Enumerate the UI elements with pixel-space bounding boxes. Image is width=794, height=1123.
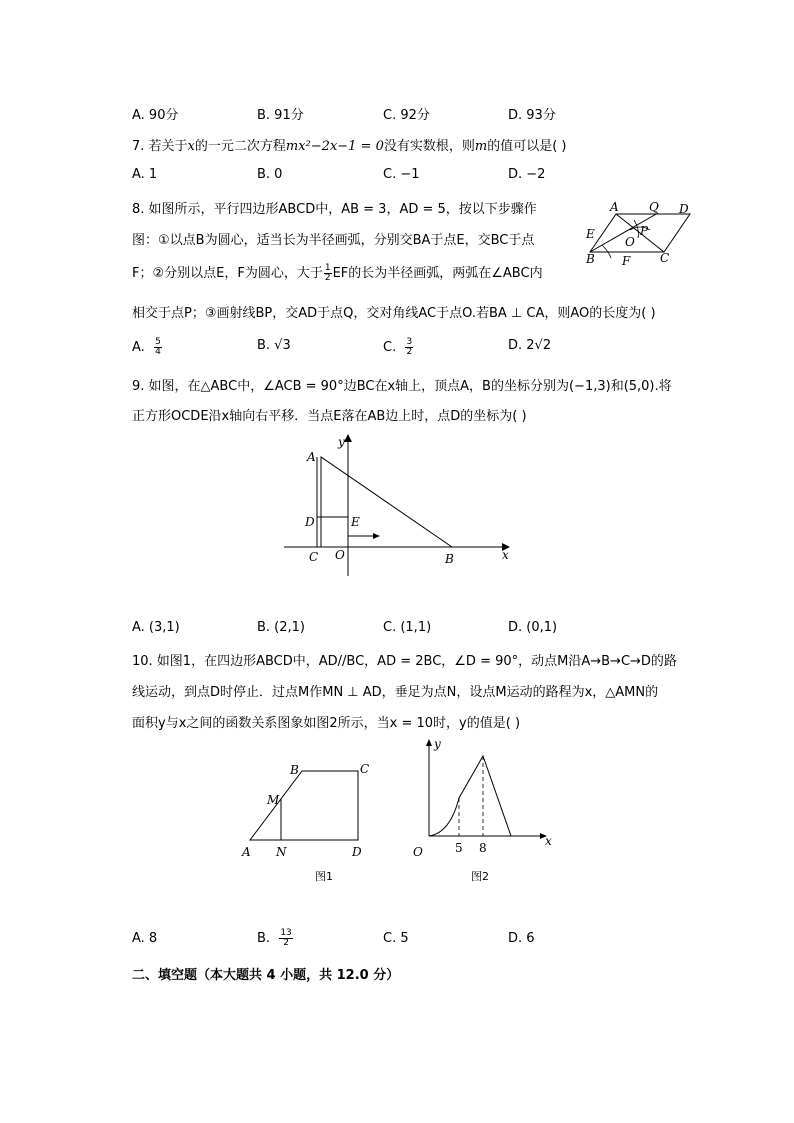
q7-equation: mx²−2x−1 = 0 (285, 139, 384, 154)
q7-var-x: x (187, 139, 195, 154)
q8-half-den: 2 (324, 273, 331, 283)
q8-option-c-num: 3 (406, 337, 413, 347)
q8-option-a (132, 338, 163, 357)
q7-option-b: B. 0 (257, 167, 283, 182)
q8-option-c-den: 2 (406, 347, 413, 357)
section2-heading: 二、填空题（本大题共 4 小题，共 12.0 分） (132, 968, 400, 983)
q8-parallelogram-figure (578, 196, 698, 268)
q8-line2: 图：①以点B为圆心，适当长为半径画弧，分别交BA于点E，交BC于点 (132, 233, 535, 248)
q10-fig2-label-y: y (434, 737, 441, 751)
q9-label-b: B (445, 552, 454, 566)
q10-option-b-label: B. (257, 931, 271, 946)
q6-option-c: C. 92分 (383, 108, 430, 123)
q10-line2: 线运动，到点D时停止．过点M作MN ⊥ AD，垂足为点N，设点M运动的路程为x，△AMN的 (132, 685, 659, 700)
q10-figure1 (236, 754, 376, 889)
q6-option-b: B. 91分 (257, 108, 304, 123)
q10-option-b-den: 2 (283, 938, 289, 948)
q10-fig1-label-m: M (267, 793, 280, 807)
q8-half-num: 1 (324, 263, 331, 273)
q8-half-fraction (324, 264, 332, 283)
q8-label-b: B (586, 252, 595, 266)
q7-stem (132, 135, 567, 154)
q8-label-o: O (625, 235, 635, 249)
q9-label-x: x (502, 548, 509, 562)
q10-fig2-label-o: O (413, 845, 423, 859)
q8-option-a-den: 4 (155, 347, 161, 357)
q9-label-e: E (351, 515, 360, 529)
q9-option-c: C. (1,1) (383, 620, 432, 635)
q10-figure2 (405, 736, 565, 886)
q9-line1: 9. 如图，在△ABC中，∠ACB = 90°边BC在x轴上，顶点A，B的坐标分别为(−1,3)和(5,0).将 (132, 379, 672, 394)
q6-option-a: A. 90分 (132, 108, 179, 123)
q10-fig1-caption: 图1 (315, 870, 333, 883)
q9-option-a: A. (3,1) (132, 620, 180, 635)
q8-line3-b: EF的长为半径画弧，两弧在∠ABC内 (332, 266, 543, 281)
q8-label-p: P (640, 224, 649, 238)
q8-option-a-num: 5 (155, 337, 161, 347)
q9-label-y: y (338, 435, 345, 449)
q8-line3 (132, 262, 543, 283)
q10-fig2-tick-5: 5 (455, 841, 463, 855)
q10-fig2-caption: 图2 (471, 870, 489, 883)
q10-line1: 10. 如图1，在四边形ABCD中，AD//BC，AD = 2BC，∠D = 90°，动点M沿A→B→C→D的路 (132, 654, 677, 669)
q9-label-a: A (307, 450, 316, 464)
q8-option-a-label: A. (132, 340, 145, 355)
q10-option-b-num: 13 (280, 928, 292, 938)
q8-option-c-label: C. (383, 340, 397, 355)
q9-triangle-abc (321, 457, 452, 547)
q7-var-m: m (474, 139, 488, 154)
q9-option-d: D. (0,1) (508, 620, 558, 635)
q10-line3: 面积y与x之间的函数关系图象如图2所示，当x = 10时，y的值是( ) (132, 716, 521, 731)
q10-fig2-y-arrow (426, 739, 432, 746)
q7-option-c: C. −1 (383, 167, 420, 182)
q9-label-d: D (305, 515, 315, 529)
q8-option-b: B. √3 (257, 338, 291, 353)
q6-option-d: D. 93分 (508, 108, 556, 123)
q7-text-c: 没有实数根，则 (383, 139, 475, 154)
q8-label-c: C (660, 251, 670, 265)
q9-translate-arrowhead (373, 533, 380, 539)
q10-fig1-label-c: C (360, 762, 370, 776)
q9-label-o: O (335, 548, 345, 562)
q8-option-d: D. 2√2 (508, 338, 552, 353)
q7-text-b: 的一元二次方程 (194, 139, 286, 154)
q8-label-q: Q (649, 200, 659, 214)
q10-fig2-tick-8: 8 (479, 841, 487, 855)
q10-fig1-label-b: B (290, 763, 299, 777)
q9-label-c: C (309, 550, 319, 564)
q10-option-a: A. 8 (132, 931, 158, 946)
q9-coordinate-figure (280, 430, 520, 580)
q10-fig1-label-d: D (352, 845, 362, 859)
q10-fig1-label-a: A (242, 845, 251, 859)
q10-fig1-label-n: N (276, 845, 287, 859)
q10-fig2-curve (429, 756, 511, 836)
q10-option-b (257, 929, 294, 948)
q7-text-a: 7. 若关于 (132, 139, 188, 154)
q9-line2: 正方形OCDE沿x轴向右平移．当点E落在AB边上时，点D的坐标为( ) (132, 409, 527, 424)
q8-line1: 8. 如图所示，平行四边形ABCD中，AB = 3，AD = 5，按以下步骤作 (132, 202, 537, 217)
q10-fig2-label-x: x (545, 834, 552, 848)
q7-text-d: 的值可以是( ) (487, 139, 567, 154)
q7-option-d: D. −2 (508, 167, 546, 182)
q8-line4: 相交于点P；③画射线BP，交AD于点Q，交对角线AC于点O.若BA ⊥ CA，则AO的长度为( ) (132, 306, 656, 321)
q9-option-b: B. (2,1) (257, 620, 306, 635)
q8-label-d: D (679, 202, 689, 216)
q9-y-arrow (344, 434, 352, 442)
q8-label-f: F (622, 254, 631, 268)
q10-option-c: C. 5 (383, 931, 409, 946)
q7-option-a: A. 1 (132, 167, 158, 182)
q10-option-d: D. 6 (508, 931, 535, 946)
q8-label-a: A (610, 200, 619, 214)
q8-option-c (383, 338, 414, 357)
q8-label-e: E (586, 227, 595, 241)
q8-line3-a: F；②分别以点E，F为圆心，大于 (132, 266, 323, 281)
